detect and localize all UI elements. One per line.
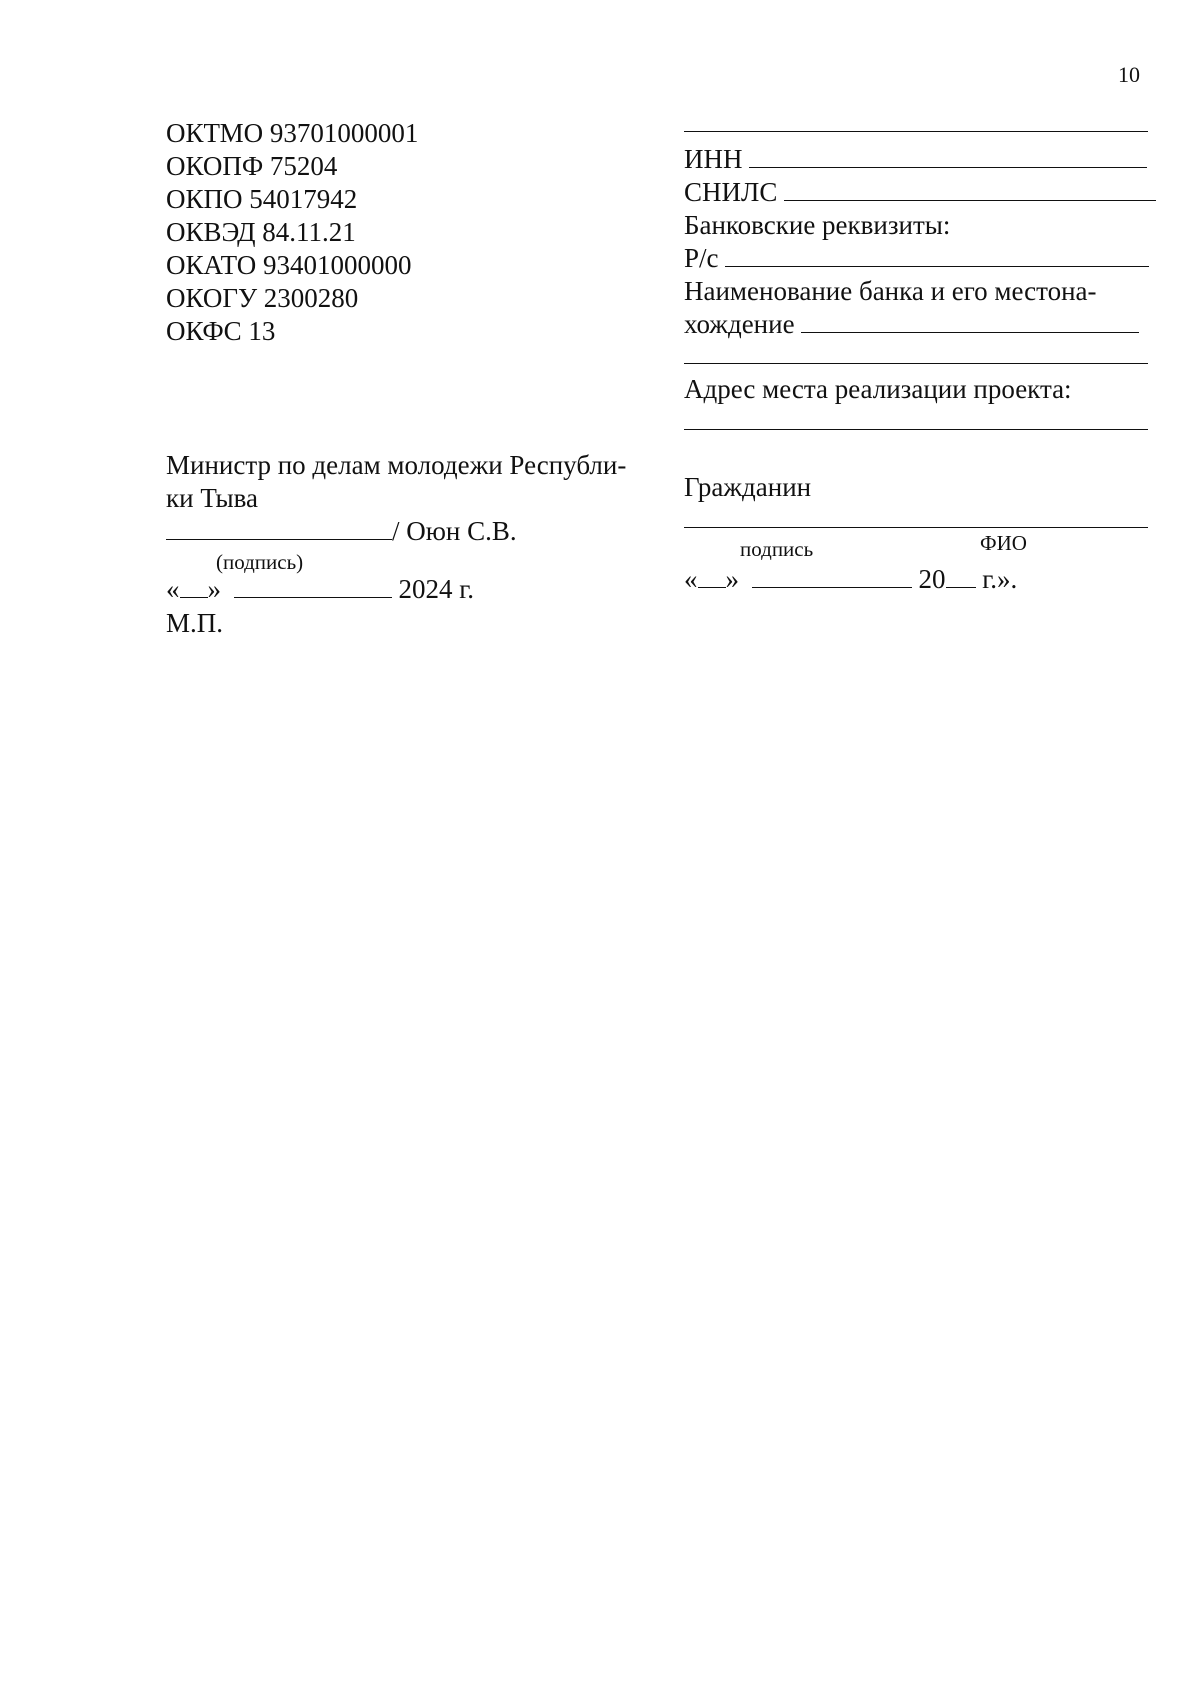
citizen-name-blank[interactable] (684, 131, 1148, 132)
citizen-month-blank[interactable] (752, 565, 912, 588)
date-close-quote: » (207, 574, 221, 604)
citizen-date-line (684, 563, 1017, 595)
minister-name: / Оюн С.В. (392, 516, 517, 546)
snils-row (684, 176, 1156, 208)
citizen-fio-caption: ФИО (980, 531, 1027, 555)
bank-name-blank-extra[interactable] (684, 363, 1148, 364)
citizen-year-prefix: 20 (918, 564, 946, 594)
bank-details-label: Банковские реквизиты: (684, 210, 951, 240)
date-open-quote: « (684, 564, 698, 594)
bank-name-line2: хождение (684, 309, 795, 339)
code-okopf: ОКОПФ 75204 (166, 151, 338, 181)
citizen-signature-caption: подпись (740, 537, 814, 561)
minister-date-line (166, 573, 474, 605)
inn-row (684, 143, 1147, 175)
bank-name-line1: Наименование банка и его местона- (684, 276, 1097, 306)
minister-title-line1: Министр по делам молодежи Республи- (166, 450, 627, 480)
minister-year: 2024 г. (398, 574, 475, 604)
account-label: Р/с (684, 243, 719, 273)
bank-name-row (684, 308, 1139, 340)
date-close-quote: » (725, 564, 739, 594)
minister-signature-caption: (подпись) (216, 550, 304, 574)
minister-signature-blank[interactable] (166, 517, 392, 540)
date-open-quote: « (166, 574, 180, 604)
bank-name-blank[interactable] (801, 310, 1139, 333)
citizen-signature-blank[interactable] (684, 527, 1148, 528)
account-row (684, 242, 1149, 274)
snils-blank[interactable] (784, 178, 1156, 201)
code-okato: ОКАТО 93401000000 (166, 250, 412, 280)
minister-title-line2: ки Тыва (166, 483, 258, 513)
seal-mark: М.П. (166, 608, 224, 638)
minister-signature-line (166, 515, 517, 547)
code-oktmo: ОКТМО 93701000001 (166, 118, 419, 148)
code-okogu: ОКОГУ 2300280 (166, 283, 359, 313)
project-address-label: Адрес места реализации проекта: (684, 374, 1072, 404)
minister-day-blank[interactable] (180, 575, 208, 598)
citizen-day-blank[interactable] (698, 565, 726, 588)
code-okpo: ОКПО 54017942 (166, 184, 358, 214)
code-okved: ОКВЭД 84.11.21 (166, 217, 356, 247)
inn-label: ИНН (684, 144, 743, 174)
citizen-label: Гражданин (684, 472, 812, 502)
inn-blank[interactable] (749, 145, 1147, 168)
citizen-year-blank[interactable] (946, 565, 976, 588)
page-number: 10 (1118, 62, 1140, 87)
account-blank[interactable] (725, 244, 1149, 267)
citizen-year-suffix: г.». (982, 564, 1018, 594)
minister-month-blank[interactable] (234, 575, 392, 598)
snils-label: СНИЛС (684, 177, 778, 207)
project-address-blank[interactable] (684, 429, 1148, 430)
code-okfs: ОКФС 13 (166, 316, 276, 346)
